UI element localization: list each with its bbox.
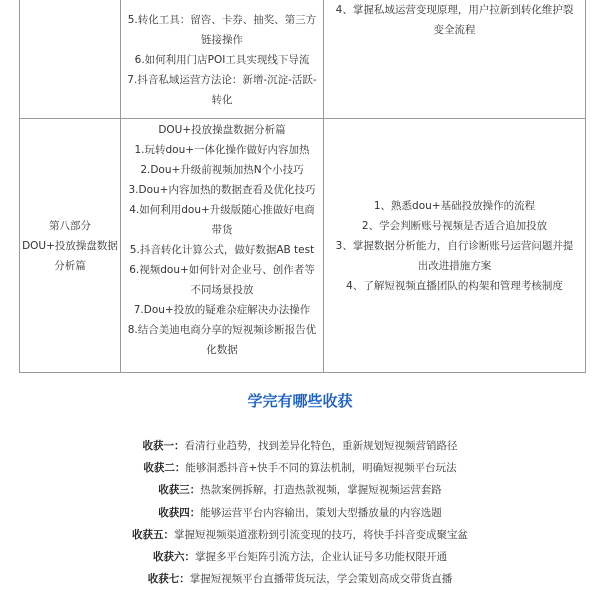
gain-text: 掌握多平台矩阵引流方法，企业认证号多功能权限开通 xyxy=(195,551,447,564)
gain-label: 收获七： xyxy=(147,573,190,586)
content-cell xyxy=(121,0,324,119)
gain-text: 能够洞悉抖音+快手不同的算法机制，明确短视频平台玩法 xyxy=(185,462,457,475)
goal-item: 3、掌握数据分析能力，自行诊断账号运营问题并提出改进措施方案 xyxy=(335,239,574,272)
content-item: 6.如何利用门店POI工具实现线下导流 xyxy=(134,54,310,66)
part-label: 第八部分 xyxy=(49,219,91,232)
content-item: 7.抖音私域运营方法论：新增-沉淀-活跃-转化 xyxy=(127,74,317,106)
content-item: 5.转化工具：留咨、卡券、抽奖、第三方链接操作 xyxy=(127,14,317,46)
content-item: 8.结合美迪电商分享的短视频诊断报告优化数据 xyxy=(127,324,317,356)
content-item: 2.Dou+升级前视频加热N个小技巧 xyxy=(140,164,304,176)
gain-item xyxy=(0,502,600,524)
gain-text: 掌握短视频平台直播带货玩法，学会策划高成交带货直播 xyxy=(189,573,453,586)
goal-cell xyxy=(324,119,586,373)
goal-item: 4、了解短视频直播团队的构架和管理考核制度 xyxy=(346,279,563,292)
gain-label: 收获四： xyxy=(158,506,201,519)
gain-label: 收获三： xyxy=(158,484,201,497)
gain-item xyxy=(0,524,600,546)
content-item: 5.抖音转化计算公式，做好数据AB test xyxy=(129,244,315,256)
content-cell xyxy=(121,119,324,373)
goal-item: 4、掌握私域运营变现原理，用户拉新到转化维护裂变全流程 xyxy=(335,4,574,36)
goal-cell xyxy=(324,0,586,119)
gain-text: 看清行业趋势，找到差异化特色，重新规划短视频营销路径 xyxy=(184,440,458,452)
content-heading: DOU+投放操盘数据分析篇 xyxy=(158,124,286,136)
course-table xyxy=(19,0,586,373)
gain-label: 收获五： xyxy=(132,528,174,541)
content-item: 4.如何利用dou+升级版随心推做好电商带货 xyxy=(129,204,315,236)
content-item: 7.Dou+投放的疑难杂症解决办法操作 xyxy=(133,304,311,316)
gain-label: 收获二： xyxy=(143,462,186,475)
part-title: DOU+投放操盘数据分析篇 xyxy=(22,239,118,272)
gain-item xyxy=(0,479,600,501)
gain-item xyxy=(0,435,600,457)
gain-item xyxy=(0,457,600,479)
gain-label: 收获六： xyxy=(153,551,195,564)
gain-text: 能够运营平台内容输出，策划大型播放量的内容选题 xyxy=(200,506,442,519)
part-cell xyxy=(20,119,121,373)
gain-text: 热款案例拆解，打造热款视频，掌握短视频运营套路 xyxy=(200,484,442,497)
gains-list xyxy=(0,435,600,590)
gain-item xyxy=(0,546,600,568)
content-item: 6.视频dou+如何针对企业号、创作者等不同场景投放 xyxy=(129,264,315,296)
goal-item: 1、熟悉dou+基础投放操作的流程 xyxy=(373,199,536,212)
gain-item xyxy=(0,568,600,590)
content-item: 3.Dou+内容加热的数据查看及优化技巧 xyxy=(128,184,316,196)
table-row xyxy=(20,0,586,119)
table-row xyxy=(20,119,586,373)
part-cell xyxy=(20,0,121,119)
goal-item: 2、学会判断账号视频是否适合追加投放 xyxy=(361,219,548,232)
content-item: 1.玩转dou+一体化操作做好内容加热 xyxy=(134,144,310,156)
section-title: 学完有哪些收获 xyxy=(247,392,353,410)
gain-label: 收获一： xyxy=(142,440,185,452)
gain-text: 掌握短视频渠道涨粉到引流变现的技巧，将快手抖音变成聚宝盆 xyxy=(174,528,468,541)
